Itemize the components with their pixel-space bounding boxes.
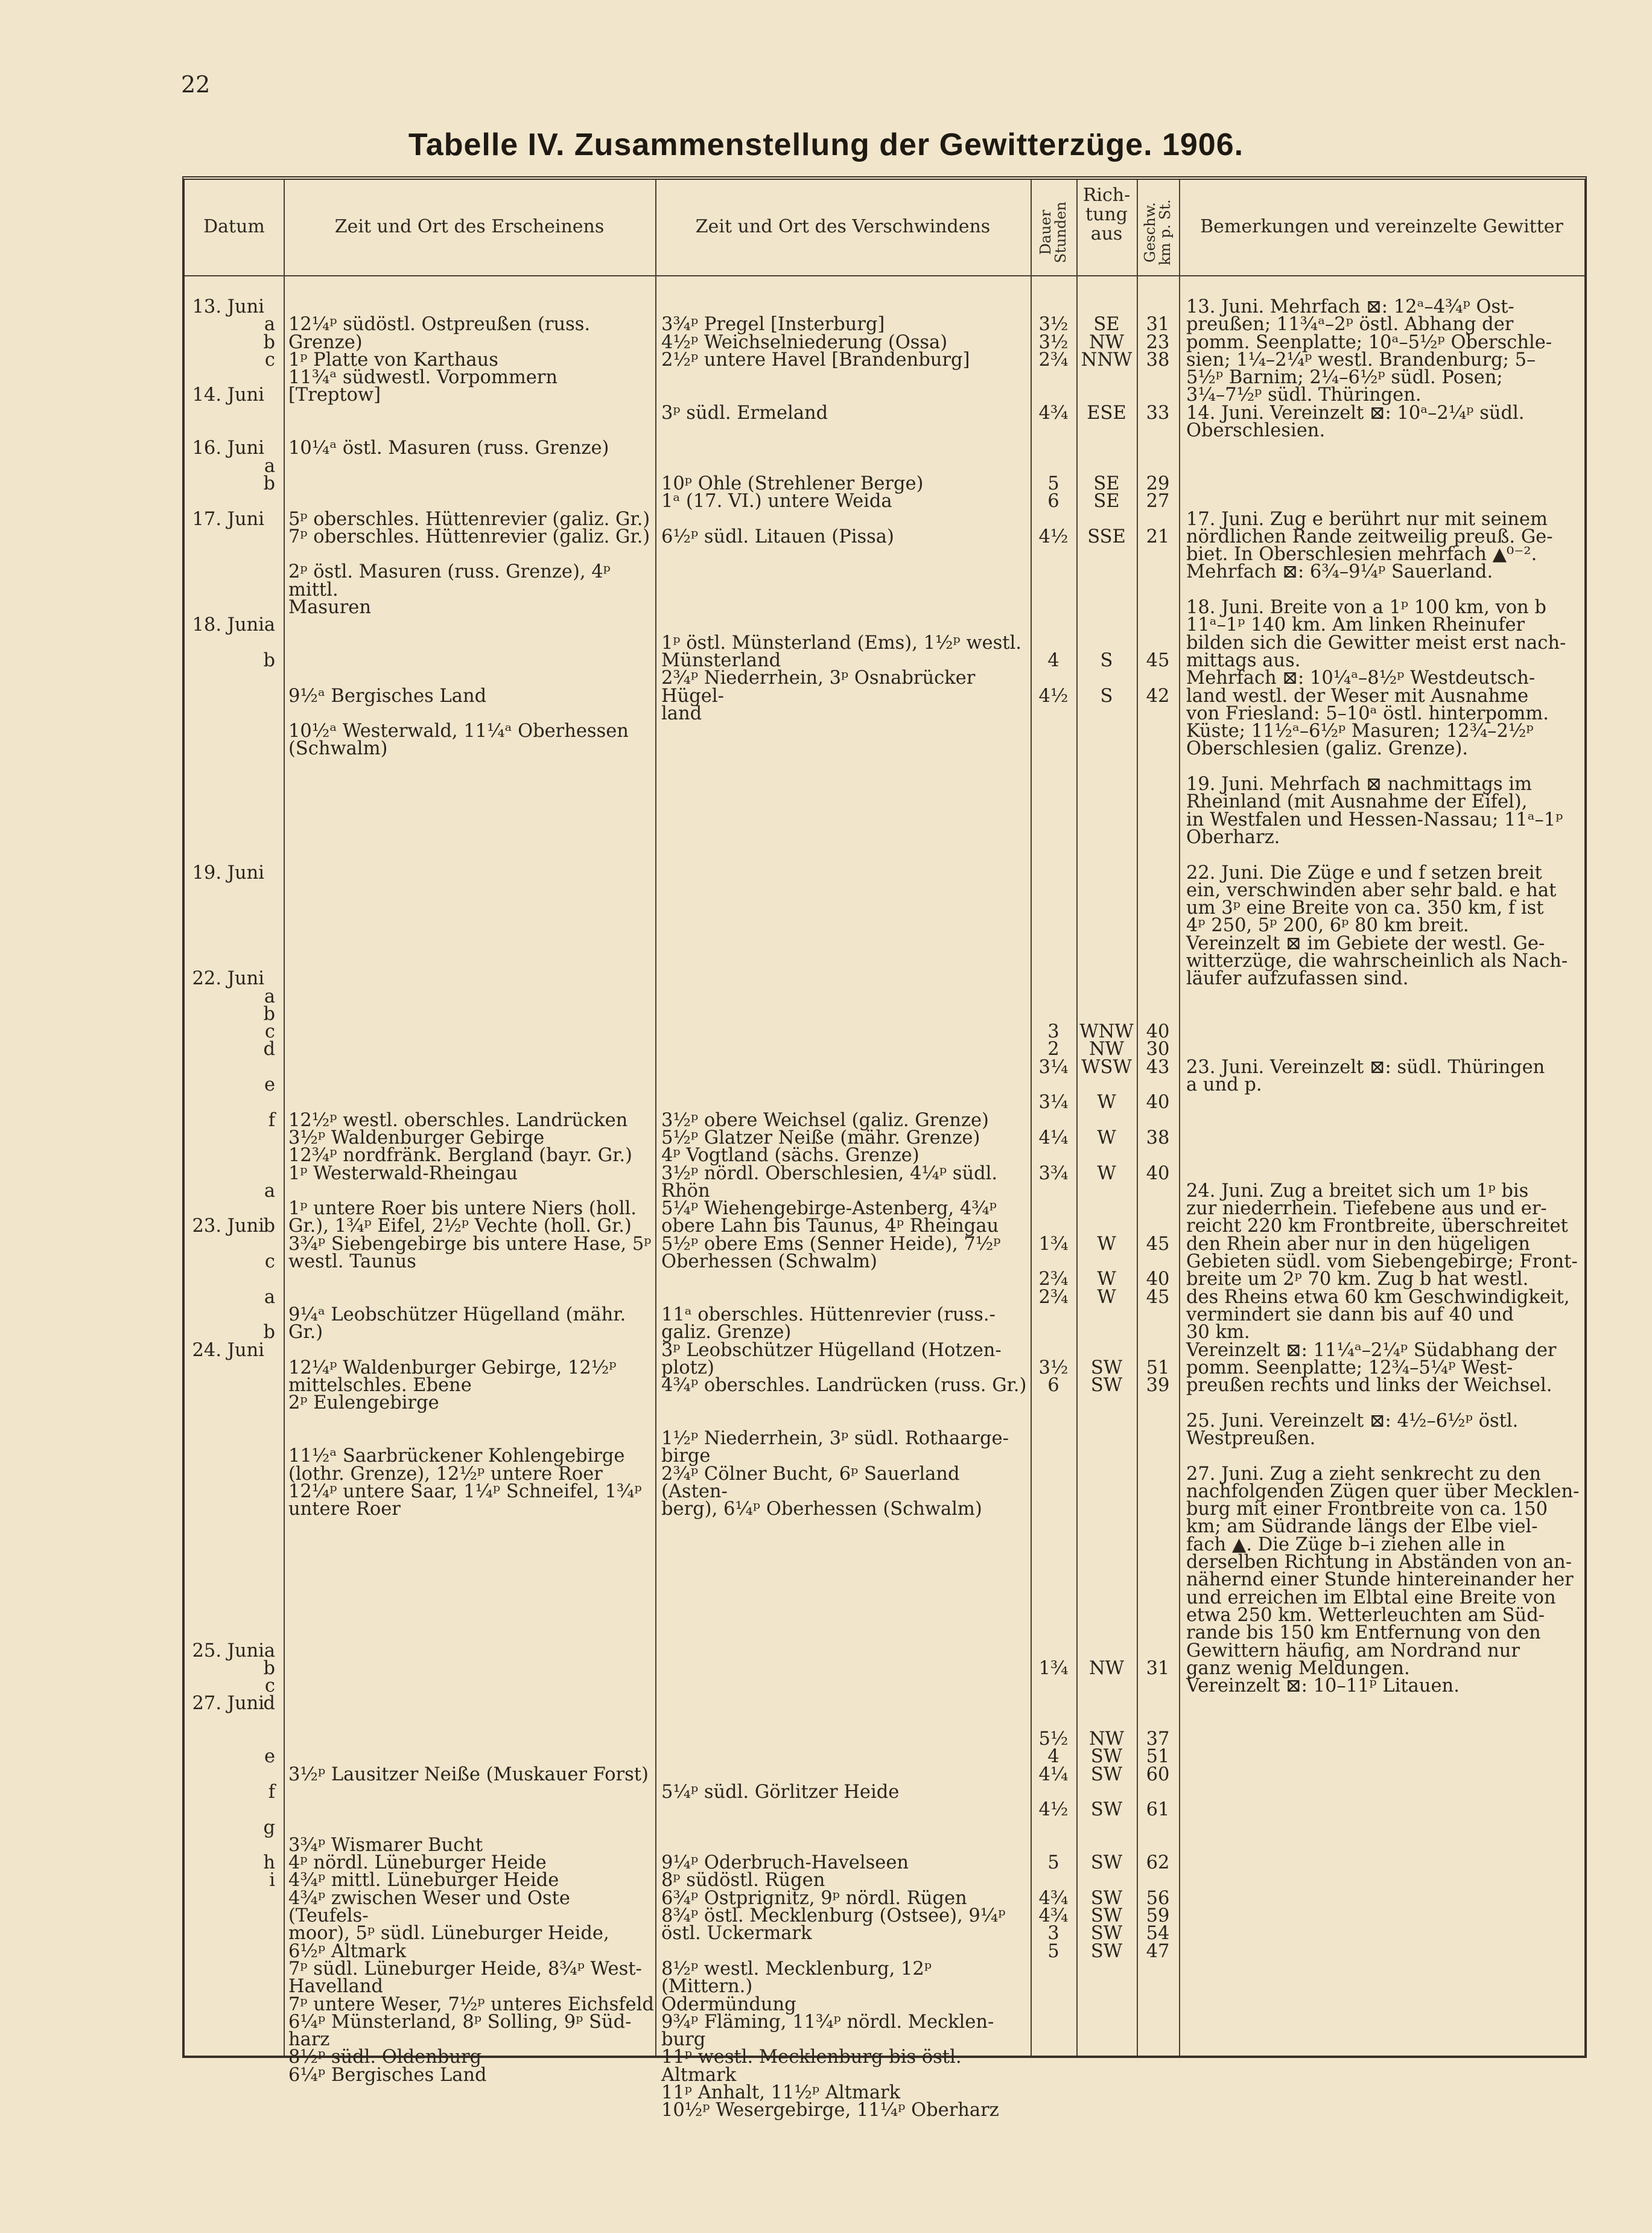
direction-column: SE NW NNW ESE SE SE SSE S S WNW NW WSW W W W W W W SW SW NW NW SW SW SW SW SW SW SW SW (1079, 314, 1134, 1962)
header-rule (185, 275, 1584, 276)
table-frame (182, 176, 1587, 2121)
date-column: 13. Juni 14. Juni 16. Juni 17. Juni 18. Juni 19. Juni 22. Juni 23. Juni 24. Juni 25. Juni 27. Juni (192, 296, 264, 1715)
header-verschwinden: Zeit und Ort des Verschwindens (695, 216, 991, 237)
header-bemerkungen: Bemerkungen und vereinzelte Gewitter (1200, 216, 1563, 237)
header-geschw: Geschw. km p. St. (1142, 199, 1174, 266)
header-erscheinen: Zeit und Ort des Erscheinens (334, 216, 605, 237)
remarks-column: 13. Juni. Mehrfach ⊠: 12ᵃ–4¾ᵖ Ost- preußen; 11¾ᵃ–2ᵖ östl. Abhang der pomm. Seenplatte; 10ᵃ–5½ᵖ Oberschle- sien; 1¼–2¼ᵖ westl. Brandenburg; 5– 5½ᵖ Barnim; 2¼–6½ᵖ südl. Posen; 3¼–7½ᵖ südl. Thüringen. 14. Juni. Vereinzelt ⊠: 10ᵃ–2¼ᵖ südl. Oberschlesien. 17. Juni. Zug e berührt nur mit seinem nördlichen Rande zeitweilig preuß. Ge- biet. In Oberschlesien mehrfach ▲⁰⁻². Mehrfach ⊠: 6¾–9¼ᵖ Sauerland. 18. Juni. Breite von a 1ᵖ 100 km, von b 11ᵃ–1ᵖ 140 km. Am linken Rheinufer bilden sich die Gewitter meist erst nach- mittags aus. Mehrfach ⊠: 10¼ᵃ–8½ᵖ Westdeutsch- land westl. der Weser mit Ausnahme von Friesland: 5–10ᵃ östl. hinterpomm. Küste; 11½ᵃ–6½ᵖ Masuren; 12¾–2½ᵖ Oberschlesien (galiz. Grenze). 19. Juni. Mehrfach ⊠ nachmittags im Rheinland (mit Ausnahme der Eifel), in Westfalen und Hessen-Nassau; 11ᵃ–1ᵖ Oberharz. 22. Juni. Die Züge e und f setzen breit ein, verschwinden aber sehr bald. e hat um 3ᵖ eine Breite von ca. 350 km, f ist 4ᵖ 250, 5ᵖ 200, 6ᵖ 80 km breit. Vereinzelt ⊠ im Gebiete der westl. Ge- witterzüge, die wahrscheinlich als Nach- läufer aufzufassen sind. 23. Juni. Vereinzelt ⊠: südl. Thüringen a und p. 24. Juni. Zug a breitet sich um 1ᵖ bis zur niederrhein. Tiefebene aus und er- reicht 220 km Frontbreite, überschreitet den Rhein aber nur in den hügeligen Gebieten südl. vom Siebengebirge; Front- breite um 2ᵖ 70 km. Zug b hat westl. des Rheins etwa 60 km Geschwindigkeit, vermindert sie dann bis auf 40 und 30 km. Vereinzelt ⊠: 11¼ᵃ–2¼ᵖ Südabhang der pomm. Seenplatte; 12¾–5¼ᵖ West- preußen rechts und links der Weichsel. 25. Juni. Vereinzelt ⊠: 4½–6½ᵖ östl. Westpreußen. 27. Juni. Zug a zieht senkrecht zu den nachfolgenden Zügen quer über Mecklen- burg mit einer Frontbreite von ca. 150 km; am Südrande längs der Elbe viel- fach ▲. Die Züge b–i ziehen alle in derselben Richtung in Abständen von an- nähernd einer Stunde hintereinander her und erreichen im Elbtal eine Breite von etwa 250 km. Wetterleuchten am Süd- rande bis 150 km Entfernung von den Gewittern häufig, am Nordrand nur ganz wenig Meldungen. Vereinzelt ⊠: 10–11ᵖ Litauen. (1186, 296, 1580, 1697)
header-datum: Datum (203, 216, 265, 237)
speed-column: 31 23 38 33 29 27 21 45 42 40 30 43 40 38 40 45 40 45 51 39 31 37 51 60 61 62 56 59 54 47 (1146, 314, 1170, 1962)
page-number: 22 (181, 71, 211, 98)
column-rule (655, 180, 656, 2056)
appearance-column: 12¼ᵖ südöstl. Ostpreußen (russ. Grenze) 1ᵖ Platte von Karthaus 11¾ᵃ südwestl. Vorpommern [Treptow] 10¼ᵃ östl. Masuren (russ. Grenze) 5ᵖ oberschles. Hüttenrevier (galiz. Gr.) 7ᵖ oberschles. Hüttenrevier (galiz. Gr.) 2ᵖ östl. Masuren (russ. Grenze), 4ᵖ mittl. Masuren 9½ᵃ Bergisches Land 10½ᵃ Westerwald, 11¼ᵃ Oberhessen (Schwalm) 12½ᵖ westl. oberschles. Landrücken 3½ᵖ Waldenburger Gebirge 12¾ᵖ nordfränk. Bergland (bayr. Gr.) 1ᵖ Westerwald-Rheingau 1ᵖ untere Roer bis untere Niers (holl. Gr.), 1¾ᵖ Eifel, 2½ᵖ Vechte (holl. Gr.) 3¾ᵖ Siebengebirge bis untere Hase, 5ᵖ westl. Taunus 9¼ᵃ Leobschützer Hügelland (mähr. Gr.) 12¼ᵖ Waldenburger Gebirge, 12½ᵖ mittelschles. Ebene 2ᵖ Eulengebirge 11½ᵃ Saarbrückener Kohlengebirge (lothr. Grenze), 12½ᵖ untere Roer 12¼ᵖ untere Saar, 1¼ᵖ Schneifel, 1¾ᵖ untere Roer 3½ᵖ Lausitzer Neiße (Muskauer Forst) 3¾ᵖ Wismarer Bucht 4ᵖ nördl. Lüneburger Heide 4¾ᵖ mittl. Lüneburger Heide 4¾ᵖ zwischen Weser und Oste (Teufels- moor), 5ᵖ südl. Lüneburger Heide, 6½ᵖ Altmark 7ᵖ südl. Lüneburger Heide, 8¾ᵖ West- Havelland 7ᵖ untere Weser, 7½ᵖ unteres Eichsfeld 6¼ᵖ Münsterland, 8ᵖ Solling, 9ᵖ Süd- harz 8½ᵖ südl. Oldenburg 6¼ᵖ Bergisches Land (288, 314, 654, 2086)
train-letter-column: a b c a b a b a b c d e f a b c a b a b c d e f g h i (263, 314, 275, 1891)
header-richtung: Rich- tung aus (1082, 185, 1131, 244)
column-rule (284, 180, 285, 2056)
duration-column: 3½ 3½ 2¾ 4¾ 5 6 4½ 4 4½ 3 2 3¼ 3¼ 4¼ 3¾ 1¾ 2¾ 2¾ 3½ 6 1¾ 5½ 4 4¼ 4½ 5 4¾ 4¾ 3 5 (1038, 314, 1069, 1962)
disappearance-column: 3¾ᵖ Pregel [Insterburg] 4½ᵖ Weichselniederung (Ossa) 2½ᵖ untere Havel [Brandenburg] 3ᵖ südl. Ermeland 10ᵖ Ohle (Strehlener Berge) 1ᵃ (17. VI.) untere Weida 6½ᵖ südl. Litauen (Pissa) 1ᵖ östl. Münsterland (Ems), 1½ᵖ westl. Münsterland 2¾ᵖ Niederrhein, 3ᵖ Osnabrücker Hügel- land 3½ᵖ obere Weichsel (galiz. Grenze) 5½ᵖ Glatzer Neiße (mähr. Grenze) 4ᵖ Vogtland (sächs. Grenze) 3½ᵖ nördl. Oberschlesien, 4¼ᵖ südl. Rhön 5¼ᵖ Wiehengebirge-Astenberg, 4¾ᵖ obere Lahn bis Taunus, 4ᵖ Rheingau 5½ᵖ obere Ems (Senner Heide), 7½ᵖ Oberhessen (Schwalm) 11ᵃ oberschles. Hüttenrevier (russ.- galiz. Grenze) 3ᵖ Leobschützer Hügelland (Hotzen- plotz) 4¾ᵖ oberschles. Landrücken (russ. Gr.) 1½ᵖ Niederrhein, 3ᵖ südl. Rothaarge- birge 2¾ᵖ Cölner Bucht, 6ᵖ Sauerland (Asten- berg), 6¼ᵖ Oberhessen (Schwalm) 5¼ᵖ südl. Görlitzer Heide 9¼ᵖ Oderbruch-Havelseen 8ᵖ südöstl. Rügen 6¾ᵖ Ostprignitz, 9ᵖ nördl. Rügen 8¾ᵖ östl. Mecklenburg (Ostsee), 9¼ᵖ östl. Uckermark 8½ᵖ westl. Mecklenburg, 12ᵖ (Mittern.) Odermündung 9¾ᵖ Fläming, 11¾ᵖ nördl. Mecklen- burg 11ᵖ westl. Mecklenburg bis östl. Altmark 11ᵖ Anhalt, 11½ᵖ Altmark 10½ᵖ Wesergebirge, 11¼ᵖ Oberharz (661, 314, 1027, 2121)
column-rule (1179, 180, 1180, 2056)
table-title: Tabelle IV. Zusammenstellung der Gewitterzüge. 1906. (408, 127, 1244, 162)
header-dauer: Dauer Stunden (1037, 201, 1069, 264)
